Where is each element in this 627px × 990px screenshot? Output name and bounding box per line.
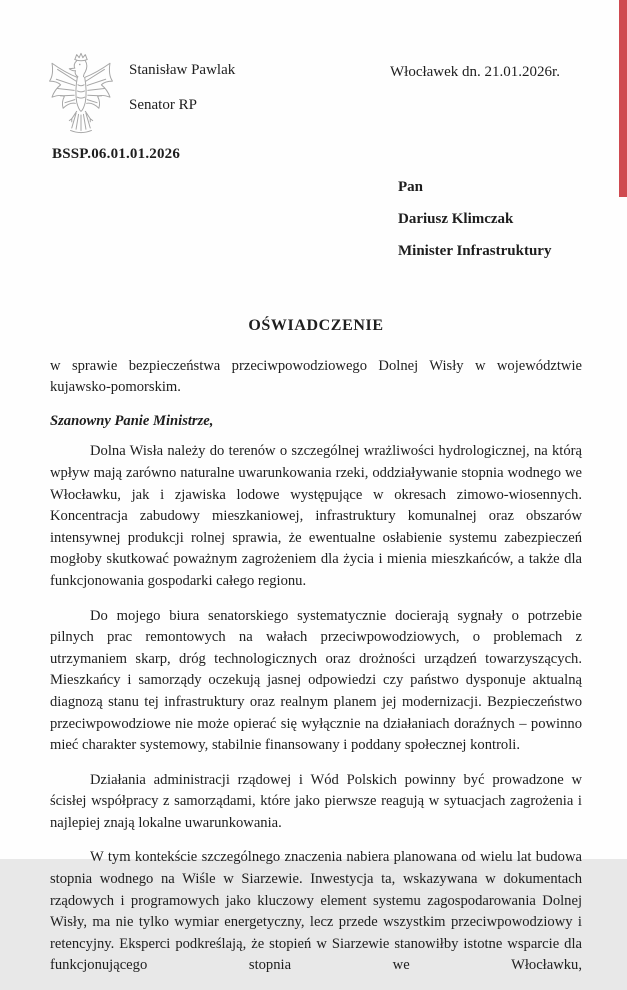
body-paragraph-3: Działania administracji rządowej i Wód Polskich powinny być prowadzone w ścisłej współpracy z samorządami, które jako pierwsze reagują w sytuacjach zagrożenia i najlepiej znają lokalne uwarunkowania. [50, 771, 582, 831]
dateline: Włocławek dn. 21.01.2026r. [390, 64, 560, 80]
subject-line: w sprawie bezpieczeństwa przeciwpowodziowego Dolnej Wisły w województwie kujawsko-pomorskim. [50, 357, 582, 396]
sender-name: Stanisław Pawlak [129, 62, 236, 78]
letter-body [50, 315, 582, 990]
reference-number: BSSP.06.01.01.2026 [52, 146, 181, 162]
addressee-block [398, 178, 551, 274]
red-binder-stripe [619, 0, 627, 197]
addressee-name: Dariusz Klimczak [398, 211, 514, 227]
greeting-line: Szanowny Panie Ministrze, [50, 412, 214, 429]
sender-title: Senator RP [129, 97, 197, 113]
polish-eagle-emblem-icon [44, 52, 118, 146]
body-paragraph-2: Do mojego biura senatorskiego systematycznie docierają sygnały o potrzebie pilnych prac remontowych na wałach przeciwpowodziowych, o problemach z utrzymaniem skarp, dróg technologicznych oraz drożności urządzeń towarzyszących. Mieszkańcy i samorządy oczekują jasnej odpowiedzi czy państwo dysponuje aktualną diagnozą stanu tej infrastruktury oraz realnym planem jej modernizacji. Bezpieczeństwo przeciwpowodziowe nie może opierać się wyłącznie na działaniach doraźnych – powinno mieć charakter systemowy, stabilnie finansowany i poddany społecznej kontroli. [50, 607, 582, 754]
body-paragraph-4: W tym kontekście szczególnego znaczenia nabiera planowana od wielu lat budowa stopnia wodnego na Wiśle w Siarzewie. Inwestycja ta, wskazywana w dokumentach rządowych i programowych jako kluczowy element systemu zagospodarowania Dolnej Wisły, ma nie tylko wymiar energetyczny, lecz przede wszystkim przeciwpowodziowy i retencyjny. Eksperci podkreślają, że stopień w Siarzewie stanowiłby istotne wsparcie dla funkcjonującego stopnia we Włocławku, [50, 849, 582, 974]
addressee-role: Minister Infrastruktury [398, 243, 552, 259]
addressee-salutation: Pan [398, 179, 424, 195]
body-paragraph-1: Dolna Wisła należy do terenów o szczególnej wrażliwości hydrologicznej, na którą wpływ mają zarówno naturalne uwarunkowania rzeki, oddziaływanie stopnia wodnego we Włocławku, jak i zjawiska lodowe występujące w okresach zimowo-wiosennych. Koncentracja zabudowy mieszkaniowej, infrastruktury komunalnej oraz obszarów intensywnej produkcji rolnej sprawia, że ewentualne osłabienie systemu zabezpieczeń mogłoby skutkować poważnym zagrożeniem dla życia i mienia mieszkańców, a także dla funkcjonowania gospodarki całego regionu. [50, 443, 582, 589]
document-title: OŚWIADCZENIE [248, 317, 384, 334]
